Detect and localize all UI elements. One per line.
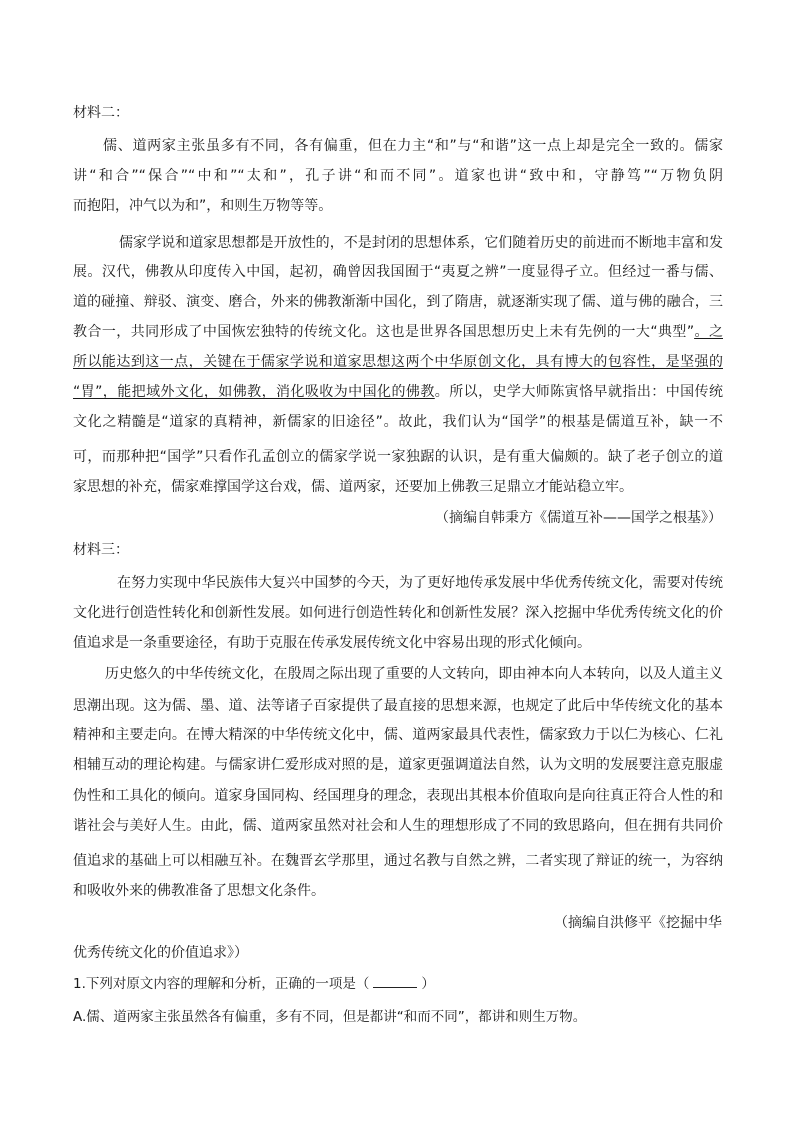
material3-p2-line1: 历史悠久的中华传统文化，在殷周之际出现了重要的人文转向，即由神本向人本转向，以及人道主义 [105,666,723,682]
material2-p2-line4 [73,322,723,342]
material2-p2-line1: 儒家学说和道家思想都是开放性的，不是封闭的思想体系，它们随着历史的前进而不断地丰富和发 [119,235,723,251]
material2-p1-line1: 儒、道两家主张虽多有不同，各有偏重，但在力主“和”与“和谐”这一点上却是完全一致的。儒家 [103,138,723,154]
material3-p1-line1: 在努力实现中华民族伟大复兴中国梦的今天，为了更好地传承发展中华优秀传统文化，需要对传统 [117,575,723,591]
material3-p2-line7: 值追求的基础上可以相融互补。在魏晋玄学那里，通过名教与自然之辨，二者实现了辩证的统一，为容纳 [73,853,723,869]
material2-p2-line4-underlined: 。之 [694,324,723,340]
material2-p1-line2: 讲“和合”“保合”“中和”“太和”，孔子讲“和而不同”。道家也讲“致中和，守静笃”“万物负阴 [73,168,723,184]
material3-p2-line4: 相辅互动的理论构建。与儒家讲仁爱形成对照的是，道家更强调道法自然，认为文明的发展要注意克服虚 [73,757,723,773]
material2-p2-line2: 展。汉代，佛教从印度传入中国，起初，确曾因我国囿于“夷夏之辨”一度显得孑立。但经过一番与儒、 [73,264,723,280]
material3-p2-line6: 谐社会与美好人生。由此，儒、道两家虽然对社会和人生的理想形成了不同的致思路向，但在拥有共同价 [73,818,723,834]
material2-p2-line8: 可，而那种把“国学”只看作孔孟创立的儒家学说一家独踞的认识，是有重大偏颇的。缺了老子创立的道 [73,449,723,465]
question1-stem-text: 1.下列对原文内容的理解和分析，正确的一项是（ [73,976,370,992]
question1-stem [73,974,723,994]
material2-p2-line7: 文化之精髓是“道家的真精神，新儒家的旧途径”。故此，我们认为“国学”的根基是儒道互补，缺一不 [73,414,723,430]
material2-p2-line5-underlined: 所以能达到这一点，关键在于儒家学说和道家思想这两个中华原创文化，具有博大的包容性，是坚强的 [73,354,723,370]
material3-heading: 材料三： [73,542,129,558]
material3-p2-line5: 伪性和工具化的倾向。道家身国同构、经国理身的理念，表现出其根本价值取向是向往真正符合人性的和 [73,788,723,804]
material2-p2-line4-text: 教合一，共同形成了中国恢宏独特的传统文化。这也是世界各国思想历史上未有先例的一大“典型” [73,324,695,340]
question1-option-a: A.儒、道两家主张虽然各有偏重，多有不同，但是都讲“和而不同”，都讲和则生万物。 [73,1009,587,1025]
material2-source: （摘编自韩秉方《儒道互补——国学之根基》） [435,510,722,526]
material2-p2-line6 [73,382,723,402]
question1-stem-close: ） [421,976,435,992]
material3-p1-line3: 值追求是一条重要途径，有助于克服在传承发展传统文化中容易出现的形式化倾向。 [73,635,591,651]
material2-p2-line3: 道的碰撞、辩驳、演变、磨合，外来的佛教渐渐中国化，到了隋唐，就逐渐实现了儒、道与佛的融合，三 [73,294,723,310]
material2-p2-line6-text: 。所以，史学大师陈寅恪早就指出：中国传统 [434,384,723,400]
material2-p2-line9: 家思想的补充，儒家难撑国学这台戏，儒、道两家，还要加上佛教三足鼎立才能站稳立牢。 [73,479,633,495]
material2-p1-line3: 而抱阳，冲气以为和”，和则生万物等等。 [73,198,333,214]
material3-p2-line3: 精神和主要走向。在博大精深的中华传统文化中，儒、道两家最具代表性，儒家致力于以仁为核心、仁礼 [73,727,723,743]
material3-source-line2: 优秀传统文化的价值追求》） [73,945,248,961]
material2-heading: 材料二： [73,105,129,121]
material2-p2-line6-underlined: “胃”，能把域外文化，如佛教，消化吸收为中国化的佛教 [73,384,435,400]
material3-p2-line8: 和吸收外来的佛教准备了思想文化条件。 [73,883,325,899]
material3-p2-line2: 思潮出现。这为儒、墨、道、法等诸子百家提供了最直接的思想来源，也规定了此后中华传统文化的基本 [73,698,723,714]
material3-p1-line2: 文化进行创造性转化和创新性发展。如何进行创造性转化和创新性发展？深入挖掘中华优秀传统文化的价 [73,605,723,621]
answer-blank[interactable] [373,974,417,988]
material3-source-line1: （摘编自洪修平《挖掘中华 [554,915,722,931]
